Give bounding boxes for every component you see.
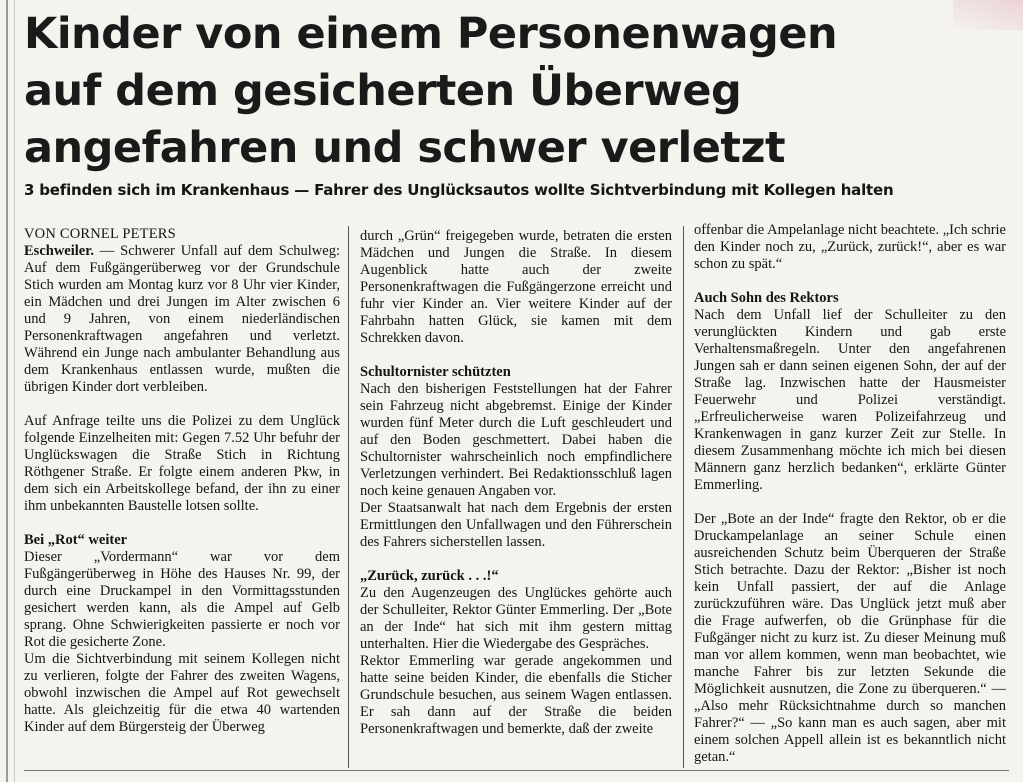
bottom-rule <box>24 770 1009 771</box>
headline-line-1: Kinder von einem Personenwagen <box>24 9 838 59</box>
byline: VON CORNEL PETERS <box>24 226 176 242</box>
paragraph: Nach den bisherigen Feststellungen hat der Fahrer sein Fahrzeug nicht abgebremst. Einige der Kinder wurden fünf Meter durch die Luft geschleudert und auf den Boden geschmettert. Dabei haben die Schultornister wahrscheinlich noch empfindlichere Verletzungen verhindert. Bei Redaktionsschluß lagen noch keine genauen Angaben vor. <box>360 381 672 499</box>
column-3 <box>694 222 1006 778</box>
column-1 <box>24 226 340 782</box>
paragraph: Zu den Augenzeugen des Unglückes gehörte auch der Schulleiter, Rektor Günter Emmerling. Der „Bote an der Inde“ hat sich mit ihm gestern mittag unterhalten. Hier die Wiedergabe des Gespräches. <box>360 585 672 652</box>
lead-text: — Schwerer Unfall auf dem Schulweg: Auf dem Fußgängerüberweg vor der Grundschule Stich wurden am Montag kurz vor 8 Uhr vier Kinder, ein Mädchen und drei Jungen im Alter zwischen 6 und 9 Jahren, von einem niederländischen Personenkraftwagen angefahren und verletzt. Während ein Junge nach ambulanter Behandlung aus dem Krankenhaus entlassen wurde, mußten die übrigen Kinder dort verbleiben. <box>24 243 340 395</box>
column-2 <box>360 228 672 782</box>
subheading-auch-sohn-des-rektors: Auch Sohn des Rektors <box>694 290 839 306</box>
paragraph: Nach dem Unfall lief der Schulleiter zu den verunglückten Kindern und gab erste Verhaltensmaßregeln. Unter den angefahrenen Jungen sah er dann seinen eigenen Sohn, der auf der Straße lag. Inzwischen hatte der Hausmeister Feuerwehr und Polizei verständigt. „Erfreulicherweise waren Polizeifahrzeug und Krankenwagen in ganz kurzer Zeit zur Stelle. In diesem Zusammenhang möchte ich mich bei diesen Männern ganz herzlich bedanken“, erklärte Günter Emmerling. <box>694 307 1006 493</box>
paragraph: Der Staatsanwalt hat nach dem Ergebnis der ersten Ermittlungen den Unfallwagen und den Führerschein des Fahrers sicherstellen lassen. <box>360 500 672 550</box>
lead-place: Eschweiler. <box>24 243 94 259</box>
paragraph: Der „Bote an der Inde“ fragte den Rektor, ob er die Druckampelanlage an seiner Schule einen ausreichenden Schutz beim Überqueren der Straße Stich betrachte. Dazu der Rektor: „Bisher ist noch kein Unfall passiert, der auf die Anlage zurückzuführen wäre. Das Unglück jetzt muß aber die Frage aufwerfen, ob die Grünphase für die Fußgänger nicht zu kurz ist. Zu dieser Meinung muß man vor allem kommen, wenn man beobachtet, wie manche Fahrer bis zur letzten Sekunde die Möglichkeit ausnutzen, die Zone zu überqueren.“ — „Also mehr Rücksichtnahme durch so manchen Fahrer?“ — „So kann man es auch sagen, aber mit einem solchen Appell allein ist es bekanntlich nicht getan.“ <box>694 511 1006 765</box>
paragraph: Rektor Emmerling war gerade angekommen und hatte seine beiden Kinder, die ebenfalls die Sticher Grundschule besuchen, aus seinem Wagen entlassen. Er sah dann auf der Straße die beiden Personenkraftwagen und bemerkte, daß der zweite <box>360 653 672 737</box>
subheading-schultornister-schuetzten: Schultornister schützten <box>360 364 511 380</box>
paragraph: offenbar die Ampelanlage nicht beachtete. „Ich schrie den Kinder noch zu, „Zurück, zurück!“, aber es war schon zu spät.“ <box>694 222 1006 272</box>
paper-stain <box>953 0 1023 30</box>
headline-line-2: auf dem gesicherten Überweg <box>24 66 742 116</box>
headline-line-3: angefahren und schwer verletzt <box>24 123 786 173</box>
paragraph: Auf Anfrage teilte uns die Polizei zu dem Unglück folgende Einzelheiten mit: Gegen 7.52 Uhr befuhr der Unglückswagen die Straße Stich in Richtung Röthgener Straße. Er folgte einem anderen Pkw, in dem sich ein Arbeitskollege befand, der ihn zu einer ihm unbekannten Baustelle lotsen sollte. <box>24 413 340 514</box>
lead-paragraph <box>24 243 340 396</box>
paragraph: Um die Sichtverbindung mit seinem Kollegen nicht zu verlieren, folgte der Fahrer des zweiten Wagens, obwohl inzwischen die Ampel auf Rot gewechselt hatte. Als gleichzeitig für die etwa 40 wartenden Kinder auf dem Bürgersteig der Überweg <box>24 651 340 735</box>
article-body <box>0 222 1023 782</box>
subheadline: 3 befinden sich im Krankenhaus — Fahrer des Unglücksautos wollte Sichtverbindung mit Kollegen halten <box>24 181 894 199</box>
subheading-zurueck-zurueck: „Zurück, zurück . . .!“ <box>360 568 499 584</box>
paragraph: durch „Grün“ freigegeben wurde, betraten die ersten Mädchen und Jungen die Straße. In diesem Augenblick hatte auch der zweite Personenkraftwagen die Fußgängerzone erreicht und fuhr vier Kinder an. Vier weitere Kinder auf der Fahrbahn hatten Glück, sie kamen mit dem Schrekken davon. <box>360 228 672 346</box>
headline <box>24 6 924 177</box>
subheading-bei-rot-weiter: Bei „Rot“ weiter <box>24 532 128 548</box>
paragraph: Dieser „Vordermann“ war vor dem Fußgängerüberweg in Höhe des Hauses Nr. 99, der durch eine Druckampel in den Vormittagsstunden gesichert werden kann, als die Ampel auf Gelb sprang. Ohne Schwierigkeiten passierte er noch vor Rot die gesicherte Zone. <box>24 549 340 650</box>
